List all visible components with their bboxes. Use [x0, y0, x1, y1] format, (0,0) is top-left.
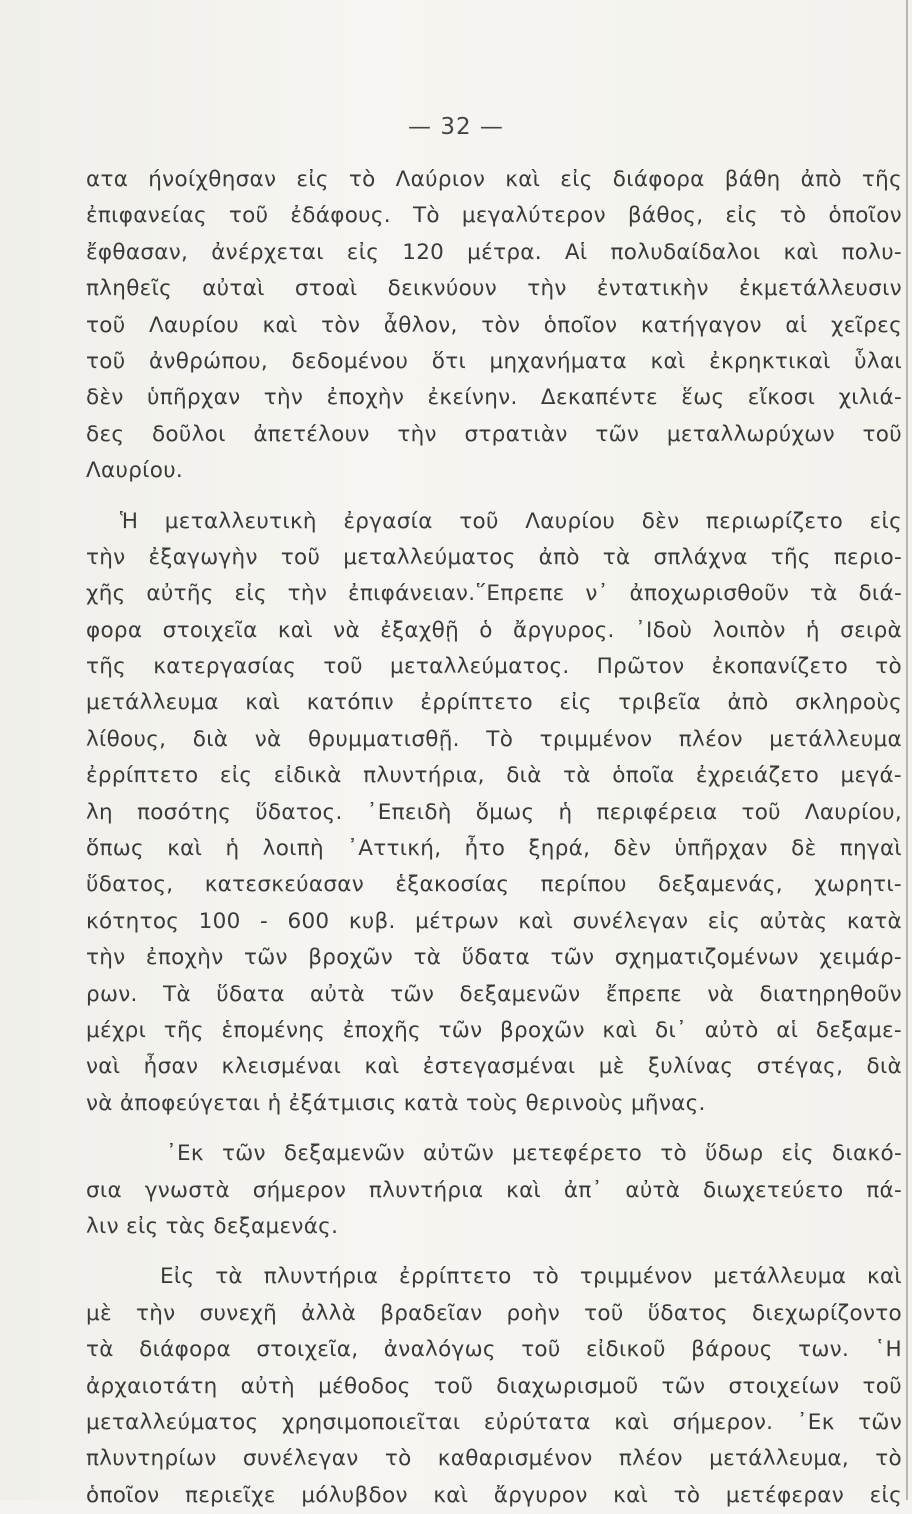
text-line: ρων. Τὰ ὕδατα αὐτὰ τῶν δεξαμενῶν ἔπρεπε νὰ διατηρηθοῦν	[86, 981, 902, 1007]
text-line: δὲν ὑπῆρχαν τὴν ἐποχὴν ἐκείνην. Δεκαπέντε ἕως εἴκοσι χιλιά-	[86, 385, 902, 411]
text-line: ἔφθασαν, ἀνέρχεται εἰς 120 μέτρα. Αἱ πολυδαίδαλοι καὶ πολυ-	[86, 239, 902, 265]
text-line: τὴν ἐξαγωγὴν τοῦ μεταλλεύματος ἀπὸ τὰ σπλάχνα τῆς περιο-	[86, 544, 902, 570]
text-line: ὁποῖον περιεῖχε μόλυβδον καὶ ἄργυρον καὶ τὸ μετέφεραν εἰς	[86, 1482, 902, 1508]
text-line: μεταλλεύματος χρησιμοποιεῖται εὐρύτατα καὶ σήμερον. ᾿Εκ τῶν	[86, 1409, 902, 1435]
text-line: τοῦ ἀνθρώπου, δεδομένου ὅτι μηχανήματα καὶ ἐκρηκτικαὶ ὗλαι	[86, 348, 902, 374]
paragraph	[86, 1136, 902, 1172]
text-line: μὲ τὴν συνεχῆ ἀλλὰ βραδεῖαν ροὴν τοῦ ὕδατος διεχωρίζοντο	[86, 1300, 902, 1326]
paragraph	[86, 504, 902, 540]
text-line: πλυντηρίων συνέλεγαν τὸ καθαρισμένον πλέον μετάλλευμα, τὸ	[86, 1446, 902, 1472]
paragraph-continued	[86, 1173, 902, 1246]
page-number: — 32 —	[408, 114, 504, 140]
text-line: φορα στοιχεῖα καὶ νὰ ἐξαχθῇ ὁ ἄργυρος. ᾿Ιδοὺ λοιπὸν ἡ σειρὰ	[86, 617, 902, 643]
paragraph-gap	[86, 1122, 902, 1136]
text-line: ατα ήνοίχθησαν εἰς τὸ Λαύριον καὶ εἰς διάφορα βάθη ἀπὸ τῆς	[86, 167, 902, 192]
text-line: μέχρι τῆς ἑπομένης ἐποχῆς τῶν βροχῶν καὶ δι᾿ αὐτὸ αἱ δεξαμε-	[86, 1017, 902, 1043]
text-line: σια γνωστὰ σήμερον πλυντήρια καὶ ἀπ᾿ αὐτὰ διωχετεύετο πά-	[86, 1177, 902, 1203]
text-line: ὅπως καὶ ἡ λοιπὴ ᾿Αττική, ἦτο ξηρά, δὲν ὑπῆρχαν δὲ πηγαὶ	[86, 836, 902, 862]
text-line: νὰ ἀποφεύγεται ἡ ἐξάτμισις κατὰ τοὺς θερινοὺς μῆνας.	[86, 1090, 706, 1116]
text-line: τὰ διάφορα στοιχεῖα, ἀναλόγως τοῦ εἰδικοῦ βάρους των. ῾Η	[86, 1337, 902, 1363]
text-line: ᾿Εκ τῶν δεξαμενῶν αὐτῶν μετεφέρετο τὸ ὕδωρ εἰς διακό-	[166, 1141, 902, 1167]
text-line: Λαυρίου.	[86, 458, 184, 484]
text-line: χῆς αὐτῆς εἰς τὴν ἐπιφάνειαν.῞Επρεπε ν᾿ ἀποχωρισθοῦν τὰ διά-	[86, 581, 902, 607]
text-line: ἐπιφανείας τοῦ ἐδάφους. Τὸ μεγαλύτερον βάθος, εἰς τὸ ὁποῖον	[86, 203, 902, 229]
text-line: ἀρχαιοτάτη αὐτὴ μέθοδος τοῦ διαχωρισμοῦ τῶν στοιχείων τοῦ	[86, 1373, 902, 1399]
paragraph-continued	[86, 1296, 902, 1514]
text-line: Ἡ μεταλλευτικὴ ἐργασία τοῦ Λαυρίου δὲν περιωρίζετο εἰς	[120, 508, 902, 534]
body-text	[86, 162, 902, 1514]
text-line: κότητος 100 - 600 κυβ. μέτρων καὶ συνέλεγαν εἰς αὐτὰς κατὰ	[86, 908, 902, 934]
text-line: τὴν ἐποχὴν τῶν βροχῶν τὰ ὕδατα τῶν σχηματιζομένων χειμάρ-	[86, 945, 902, 971]
text-line: ναὶ ἦσαν κλεισμέναι καὶ ἐστεγασμέναι μὲ ξυλίνας στέγας, διὰ	[86, 1054, 902, 1080]
page-edge-line	[906, 0, 908, 1500]
text-line: λιν εἰς τὰς δεξαμενάς.	[86, 1213, 339, 1239]
text-line: τοῦ Λαυρίου καὶ τὸν ἆθλον, τὸν ὁποῖον κατήγαγον αἱ χεῖρες	[86, 312, 902, 338]
text-line: πληθεῖς αὐταὶ στοαὶ δεικνύουν τὴν ἐντατικὴν ἐκμετάλλευσιν	[86, 276, 902, 302]
paragraph-gap	[86, 1245, 902, 1259]
paragraph-continued	[86, 540, 902, 1122]
text-line: λη ποσότης ὕδατος. ᾿Επειδὴ ὅμως ἡ περιφέρεια τοῦ Λαυρίου,	[86, 799, 902, 825]
paragraph-gap	[86, 490, 902, 504]
text-line: μετάλλευμα καὶ κατόπιν ἐρρίπτετο εἰς τριβεῖα ἀπὸ σκληροὺς	[86, 690, 902, 716]
text-line: ὕδατος, κατεσκεύασαν ἑξακοσίας περίπου δεξαμενάς, χωρητι-	[86, 872, 902, 898]
paragraph	[86, 162, 902, 490]
text-line: ἐρρίπτετο εἰς εἰδικὰ πλυντήρια, διὰ τὰ ὁποῖα ἐχρειάζετο μεγά-	[86, 763, 902, 789]
paragraph	[86, 1259, 902, 1295]
text-line: Εἰς τὰ πλυντήρια ἐρρίπτετο τὸ τριμμένον μετάλλευμα καὶ	[160, 1264, 902, 1290]
text-line: λίθους, διὰ νὰ θρυμματισθῇ. Τὸ τριμμένον πλέον μετάλλευμα	[86, 726, 902, 752]
text-line: τῆς κατεργασίας τοῦ μεταλλεύματος. Πρῶτον ἐκοπανίζετο τὸ	[86, 654, 902, 680]
text-line: δες δοῦλοι ἀπετέλουν τὴν στρατιὰν τῶν μεταλλωρύχων τοῦ	[86, 421, 902, 447]
